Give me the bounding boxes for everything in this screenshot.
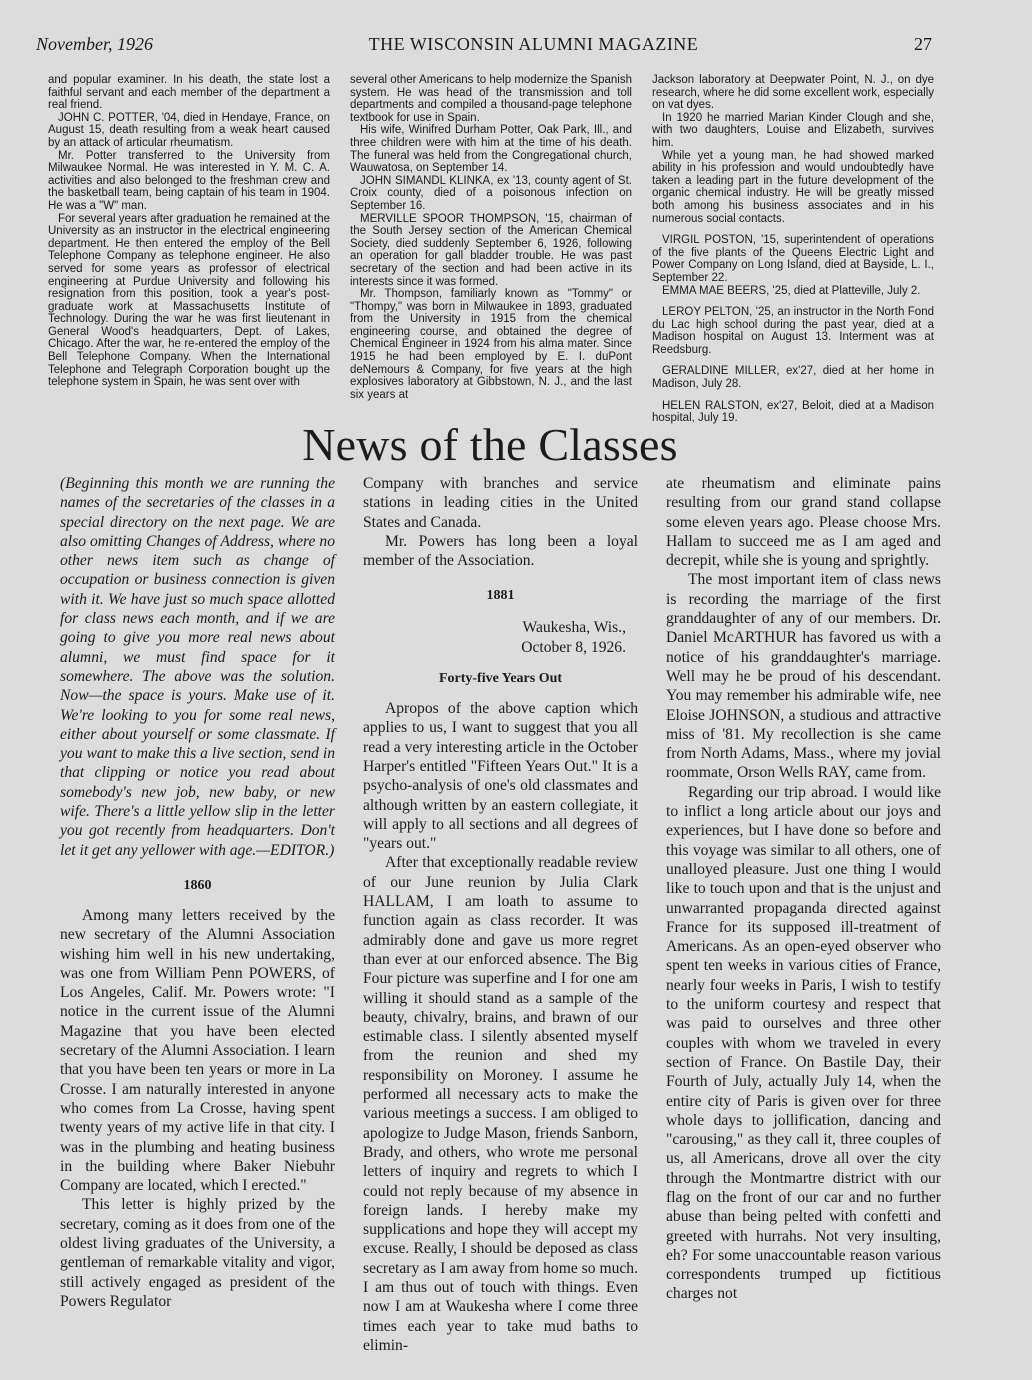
obituaries-column-3 [652,74,934,425]
letter-subhead: Forty-five Years Out [438,671,563,687]
obituary-paragraph: For several years after graduation he remained at the University as an instructor in the electrical engineering department. He then entered the employ of the Bell Telephone Company as telephone engineer. He also served for some years as professor of electrical engineering at Purdue University and following his resignation from this position, took a year's post-graduate work at Massachusetts Institute of Technology. During the war he was first lieutenant in General Wood's headquarters, Dept. of Lakes, Chicago. After the war, he re-entered the employ of the Bell Telephone Company. When the International Telephone and Telegraph Corporation bought up the telephone system in Spain, he was sent over with [48,212,330,389]
page-header [36,34,932,62]
section-title: News of the Classes [302,419,678,470]
obituary-paragraph: MERVILLE SPOOR THOMPSON, '15, chairman of the South Jersey section of the American Chemical Society, died suddenly September 6, 1926, following an operation for gall bladder trouble. He was past secretary of the section and had been active in its interests since it was formed. [350,212,632,288]
news-paragraph: Mr. Powers has long been a loyal member of the Association. [363,532,638,570]
news-paragraph: The most important item of class news is recording the marriage of the first granddaughter of any of our members. Dr. Daniel McARTHUR has favored us with a notice of his granddaughter's marriage. Well may he be proud of his descendant. You may remember his admirable wife, nee Eloise JOHNSON, a studious and attractive miss of '81. My recollection is she came from North Adams, Mass., where my jovial roommate, Orson Wells RAY, came from. [666,571,941,782]
obituary-paragraph: In 1920 he married Marian Kinder Clough and she, with two daughters, Louise and Elizabeth, survives him. [652,111,934,149]
obituary-paragraph: GERALDINE MILLER, ex'27, died at her home in Madison, July 28. [652,365,934,391]
class-year-heading: 1860 [183,877,212,893]
dateline-date: October 8, 1926. [521,638,626,656]
obituary-paragraph: several other Americans to help modernize the Spanish system. He was head of the transmission and toll departments and compiled a thousand-page telephone textbook for use in Spain. [350,74,632,124]
magazine-title: THE WISCONSIN ALUMNI MAGAZINE [368,34,699,54]
obituaries-column-1 [48,74,330,425]
obituary-paragraph: Mr. Potter transferred to the University from Milwaukee Normal. He was interested in Y. M. C. A. activities and also belonged to the freshman crew and the basketball team, being captain of his team in 1904. He was a "W" man. [48,149,330,212]
news-paragraph: After that exceptionally readable review of our June reunion by Julia Clark HALLAM, I am loath to assume to function again as class recorder. It was admirably done and gave us more regret than ever at our enforced absence. The Big Four picture was superfine and I for one am willing it should stand as a sample of the beauty, chivalry, brains, and brawn of our estimable class. I silently absented myself from the reunion and shed my responsibility on Moroney. I assume he performed all necessary acts to make the various meetings a success. I am obliged to apologize to Judge Mason, friends Sanborn, Brady, and others, who wrote me personal letters of inquiry and regrets to which I could not reply because of my absence in foreign lands. I hereby make my supplications and hope they will accept my excuse. Really, I should be deposed as class secretary as I am away from home so much. I am thus out of touch with things. Even now I am at Waukesha where I come three times each year to take mud baths to elimin- [363,854,638,1354]
obituaries-column-2 [350,74,632,425]
obituary-paragraph: JOHN C. POTTER, '04, died in Hendaye, France, on August 15, death resulting from a weak heart caused by an attack of articular rheumatism. [48,111,330,149]
obituary-paragraph: JOHN SIMANDL KLINKA, ex '13, county agent of St. Croix county, died of a poisonous infection on September 16. [350,174,632,212]
letter-dateline [363,618,626,657]
obituary-paragraph: EMMA MAE BEERS, '25, died at Platteville, July 2. [662,284,921,297]
obituary-paragraph: LEROY PELTON, '25, an instructor in the North Fond du Lac high school during the past year, died at a Madison hospital on August 13. Interment was at Reedsburg. [652,306,934,356]
obituary-paragraph: and popular examiner. In his death, the state lost a faithful servant and each member of the department a real friend. [48,74,330,112]
obituary-paragraph: Jackson laboratory at Deepwater Point, N. J., on dye research, where he did some excellent work, especially on vat dyes. [652,74,934,112]
class-news-section [60,474,942,1355]
class-news-column-2 [363,474,638,1355]
obituary-paragraph: HELEN RALSTON, ex'27, Beloit, died at a Madison hospital, July 19. [652,399,934,425]
news-paragraph: This letter is highly prized by the secretary, coming as it does from one of the oldest living graduates of the University, a gentleman of remarkable vitality and vigor, still actively engaged as president of the Powers Regulator [60,1196,335,1310]
obituaries-section [48,74,936,425]
class-news-column-1 [60,474,335,1355]
obituary-paragraph: While yet a young man, he had showed marked ability in his profession and would undoubtedly have taken a leading part in the future development of the organic chemical industry. He will be greatly missed both among his business associates and in his numerous social contacts. [652,149,934,225]
obituary-paragraph: VIRGIL POSTON, '15, superintendent of operations of the five plants of the Queens Electric Light and Power Company on Long Island, died at Bayside, L. I., September 22. [652,234,934,284]
news-paragraph: Company with branches and service stations in leading cities in the United States and Canada. [363,475,638,531]
class-news-column-3 [666,474,941,1355]
class-year-heading: 1881 [486,588,515,604]
news-paragraph: Among many letters received by the new secretary of the Alumni Association wishing him well in his new undertaking, was one from William Penn POWERS, of Los Angeles, Calif. Mr. Powers wrote: "I notice in the current issue of the Alumni Magazine that you have been elected secretary of the Alumni Association. I learn that you have been ten years or more in La Crosse. I am naturally interested in anyone who comes from La Crosse, having spent twenty years of my active life in that city. I was in the plumbing and heating business in the building where Baker Niebuhr Company are located, which I erected." [60,906,335,1195]
news-paragraph: Regarding our trip abroad. I would like to inflict a long article about our joys and experiences, but I have done so before and this voyage was similar to all others, one of unalloyed pleasure. Just one thing I would like to touch upon and that is the unjust and unwarranted propaganda directed against France for its supposed ill-treatment of Americans. As an open-eyed observer who spent ten weeks in various cities of France, nearly four weeks in Paris, I wish to testify to the uniform courtesy and respect that was paid to ourselves and three other couples with whom we traveled in every section of France. On Bastile Day, their Fourth of July, actually July 14, when the entire city of Paris is given over for three whole days to jollification, dancing and "carousing," as they call it, three couples of us, all Americans, drove all over the city through the Montmartre district with our flag on the front of our car and no further abuse than being pelted with confetti and greeted with hurrahs. Not very insulting, eh? For some unaccountable reason various correspondents trumped up fictitious charges not [666,783,941,1303]
editor-note: (Beginning this month we are running the names of the secretaries of the classes in a special directory on the next page. We are also omitting Changes of Address, where no other news item such as change of occupation or business connection is given with it. We have just so much space allotted for class news each month, and if we are going to give you more real news about alumni, we must find space for it somewhere. The above was the solution. Now—the space is yours. Make use of it. We're looking to you for some real news, either about yourself or some classmate. If you want to make this a live section, send in that clipping or notice you read about somebody's new job, new baby, or new wife. There's a little yellow slip in the letter you got recently from headquarters. Don't let it get any yellower with age.—EDITOR.) [60,475,335,859]
issue-date: November, 1926 [36,34,153,54]
dateline-place: Waukesha, Wis., [522,619,626,637]
obituary-paragraph: His wife, Winifred Durham Potter, Oak Park, Ill., and three children were with him at the time of his death. The funeral was held from the Congregational church, Wauwatosa, on September 14. [350,124,632,175]
news-paragraph: ate rheumatism and eliminate pains resulting from our grand stand collapse some eleven years ago. Please choose Mrs. Hallam to succeed me as I am aged and decrepit, while she is young and sprightly. [666,475,941,570]
news-paragraph: Apropos of the above caption which applies to us, I want to suggest that you all read a very interesting article in the October Harper's entitled "Fifteen Years Out." It is a psycho-analysis of one's old classmates and although written by an eastern collegiate, it will apply to all sections and all degrees of "years out." [363,700,638,853]
obituary-paragraph: Mr. Thompson, familiarly known as "Tommy" or "Thompy," was born in Milwaukee in 1893, graduated from the University in 1915 from the chemical engineering course, and obtained the degree of Chemical Engineer in 1924 from his alma mater. Since 1915 he had been employed by E. I. duPont deNemours & Company, for five years at the high explosives laboratory at Gibbstown, N. J., and the last six years at [350,288,632,401]
page-number: 27 [913,34,932,54]
